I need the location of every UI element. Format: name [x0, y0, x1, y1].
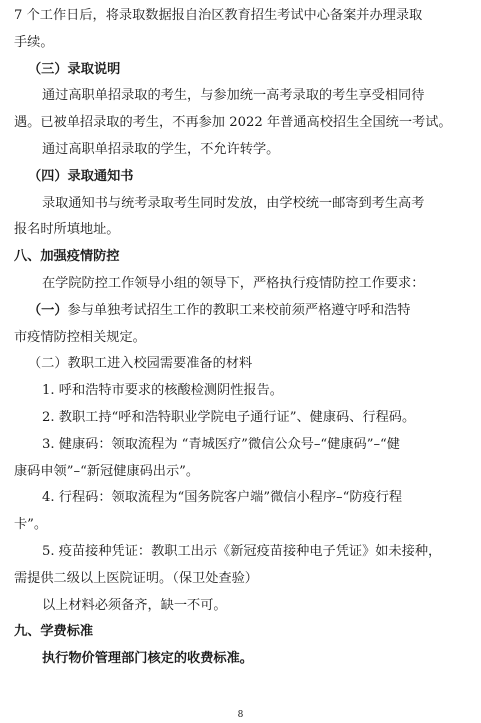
page-number: 8	[237, 710, 244, 720]
list-item: 5. 疫苗接种凭证：教职工出示《新冠疫苗接种电子凭证》如未接种，	[42, 544, 442, 559]
paragraph-line: 录取通知书与统考录取考生同时发放，由学校统一邮寄到考生高考	[42, 195, 425, 211]
paragraph-line: 通过高职单招录取的学生，不允许转学。	[42, 142, 280, 157]
subsection-heading: （二）教职工进入校园需要准备的材料	[28, 356, 253, 372]
paragraph-line: 通过高职单招录取的考生，与参加统一高考录取的考生享受相同待	[42, 88, 425, 104]
paragraph-line: 市疫情防控相关规定。	[14, 329, 146, 345]
paragraph-line: 7 个工作日后，将录取数据报自治区教育招生考试中心备案并办理录取	[14, 8, 423, 23]
chapter-heading: 九、学费标准	[14, 624, 94, 640]
list-item: 1. 呼和浩特市要求的核酸检测阴性报告。	[42, 383, 283, 399]
subsection-label: （一）	[28, 302, 68, 318]
list-item: 2. 教职工持“呼和浩特职业学院电子通行证”、健康码、行程码。	[42, 410, 416, 425]
paragraph-line: 遇。已被单招录取的考生，不再参加 2022 年普通高校招生全国统一考试。	[14, 115, 452, 131]
chapter-heading: 八、加强疫情防控	[14, 249, 120, 265]
section-heading: （四）录取通知书	[28, 168, 134, 184]
paragraph-line: 报名时所填地址。	[14, 222, 120, 238]
list-item: 3. 健康码：领取流程为 “青城医疗”微信公众号–“健康码”–“健	[42, 436, 400, 452]
paragraph-line: 以上材料必须备齐，缺一不可。	[42, 597, 227, 613]
paragraph-line	[0, 301, 481, 321]
section-heading: （三）录取说明	[28, 61, 121, 77]
paragraph-text: 参与单独考试招生工作的教职工来校前须严格遵守呼和浩特	[67, 302, 411, 318]
paragraph-line: 执行物价管理部门核定的收费标准。	[42, 651, 253, 667]
list-item: 4. 行程码：领取流程为“国务院客户端”微信小程序–“防疫行程	[42, 490, 403, 506]
list-item-continuation: 需提供二级以上医院证明。（保卫处查验）	[14, 570, 258, 586]
paragraph-line: 手续。	[14, 34, 54, 50]
list-item-continuation: 卡”。	[14, 517, 48, 533]
list-item-continuation: 康码申领”–“新冠健康码出示”。	[14, 463, 200, 479]
paragraph-line: 在学院防控工作领导小组的领导下，严格执行疫情防控工作要求：	[42, 276, 425, 291]
